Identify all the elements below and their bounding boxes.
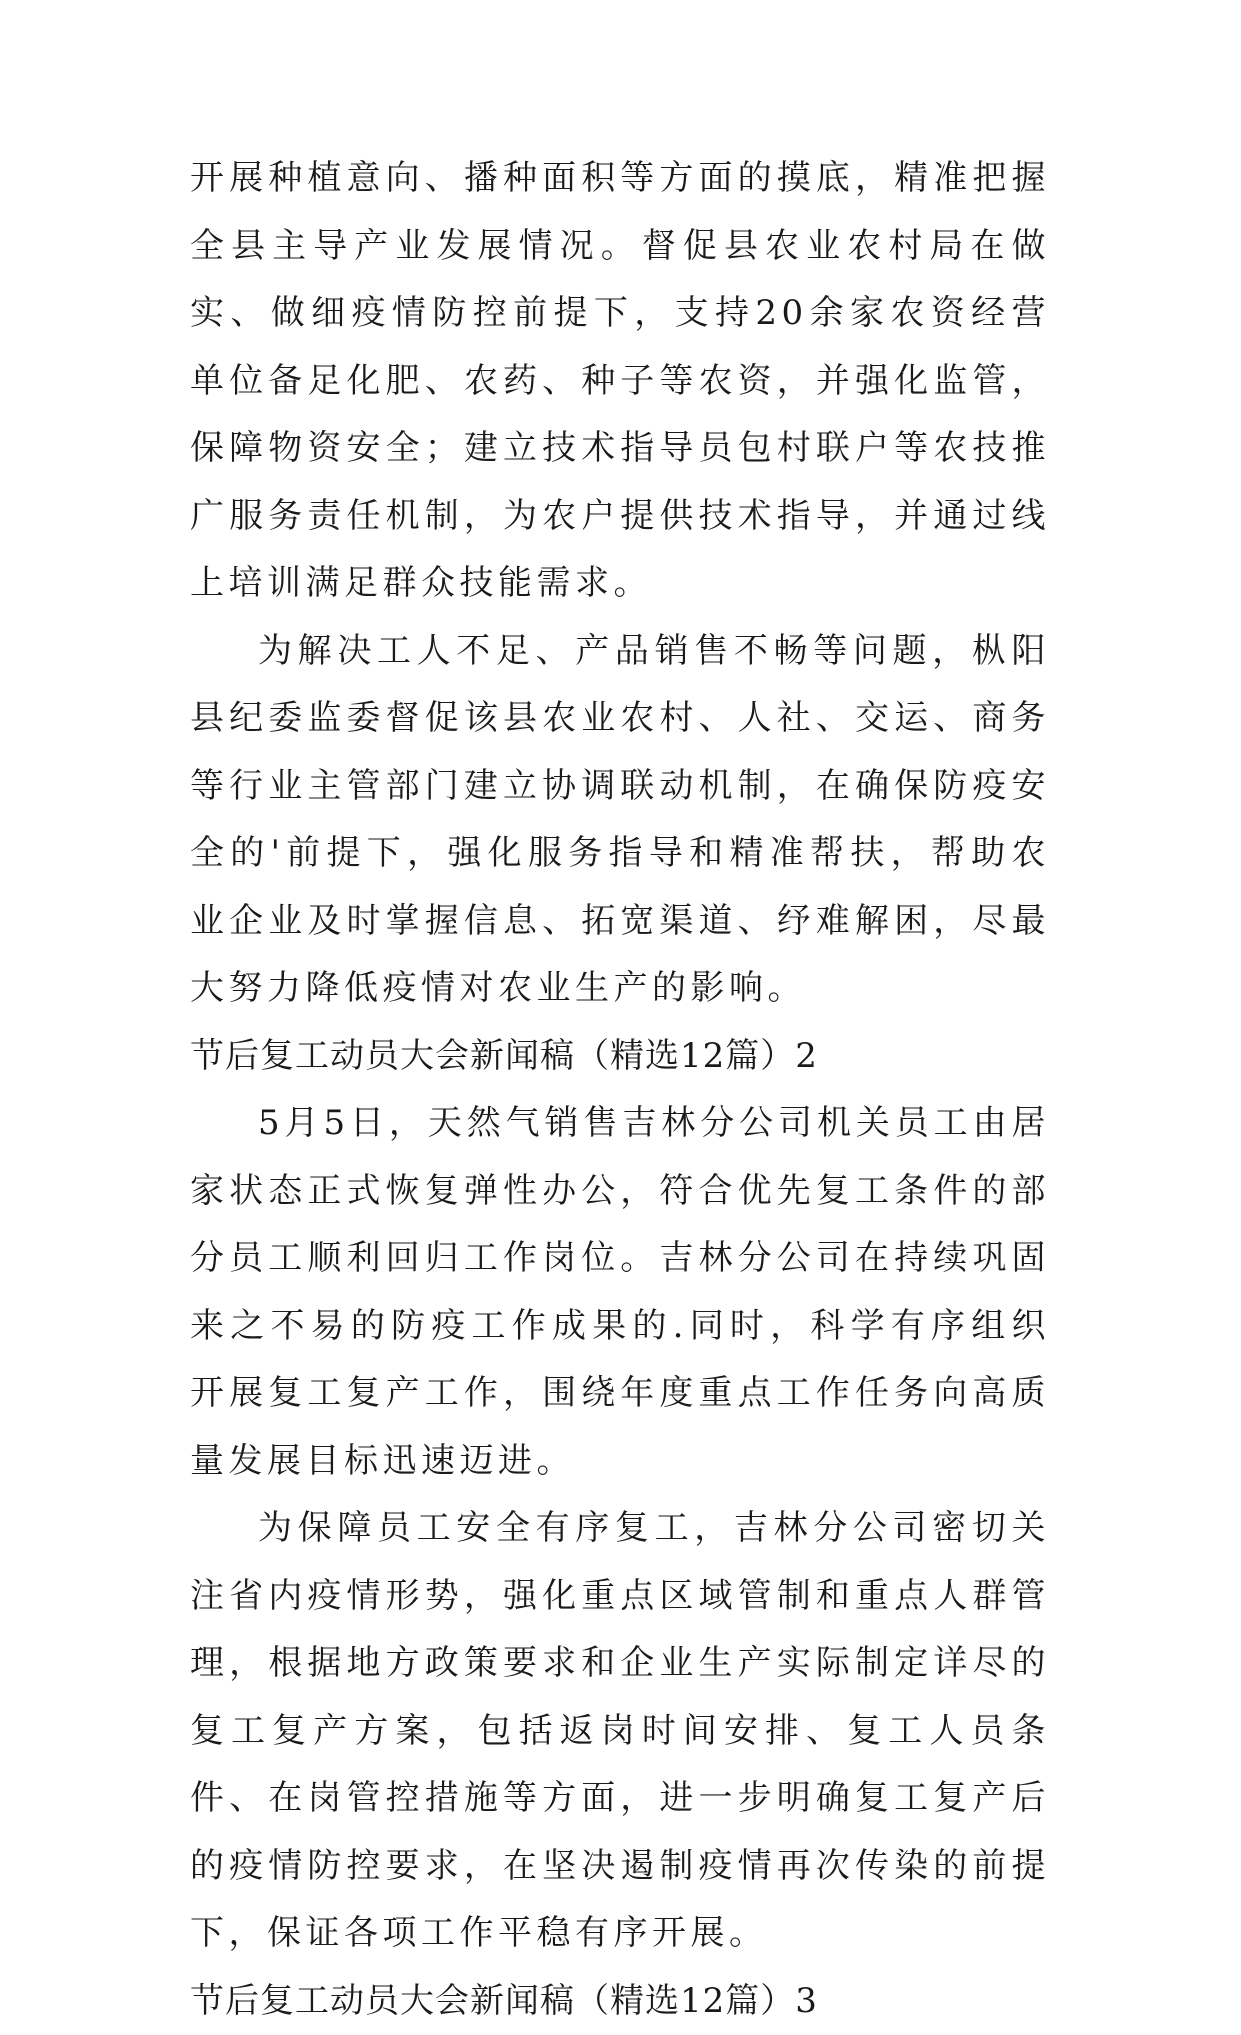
paragraph-3: 5月5日，天然气销售吉林分公司机关员工由居家状态正式恢复弹性办公，符合优先复工条件的部分员工顺利回归工作岗位。吉林分公司在持续巩固来之不易的防疫工作成果的.同时，科学有序组织开展复工复产工作，围绕年度重点工作任务向高质量发展目标迅速迈进。 (190, 1090, 1050, 1495)
paragraph-1: 开展种植意向、播种面积等方面的摸底，精准把握全县主导产业发展情况。督促县农业农村局在做实、做细疫情防控前提下，支持20余家农资经营单位备足化肥、农药、种子等农资，并强化监管，保障物资安全；建立技术指导员包村联户等农技推广服务责任机制，为农户提供技术指导，并通过线上培训满足群众技能需求。 (190, 145, 1050, 618)
document-body (190, 145, 1050, 2035)
section-heading-2: 节后复工动员大会新闻稿（精选12篇）2 (190, 1023, 1050, 1091)
paragraph-4: 为保障员工安全有序复工，吉林分公司密切关注省内疫情形势，强化重点区域管制和重点人群管理，根据地方政策要求和企业生产实际制定详尽的复工复产方案，包括返岗时间安排、复工人员条件、在岗管控措施等方面，进一步明确复工复产后的疫情防控要求，在坚决遏制疫情再次传染的前提下，保证各项工作平稳有序开展。 (190, 1495, 1050, 1968)
section-heading-3: 节后复工动员大会新闻稿（精选12篇）3 (190, 1968, 1050, 2035)
paragraph-2: 为解决工人不足、产品销售不畅等问题，枞阳县纪委监委督促该县农业农村、人社、交运、商务等行业主管部门建立协调联动机制，在确保防疫安全的'前提下，强化服务指导和精准帮扶，帮助农业企业及时掌握信息、拓宽渠道、纾难解困，尽最大努力降低疫情对农业生产的影响。 (190, 618, 1050, 1023)
